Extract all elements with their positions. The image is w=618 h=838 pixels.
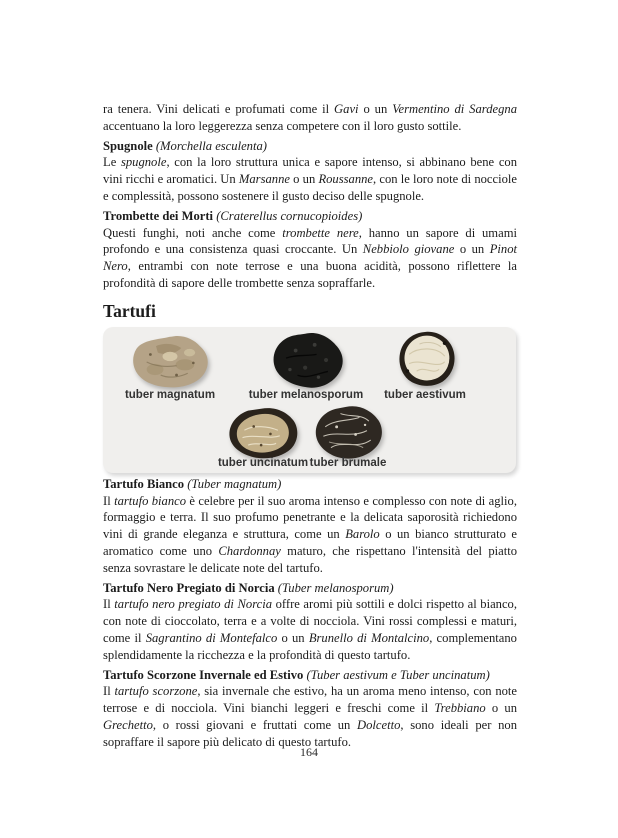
section-heading: Tartufo Scorzone Invernale ed Estivo (Tuber aestivum e Tuber uncinatum) bbox=[103, 667, 490, 682]
truffle-photo-brumale bbox=[312, 404, 384, 461]
body-paragraph: Il tartufo nero pregiato di Norcia offre aromi più sottili e dolci rispetto al bianco, con note di cioccolato, terra e a volte di nocciola. Vini rossi complessi e maturi, come il Sagrantino di Montefalco o un Brunello di Montalcino, complementano splendidamente la ricchezza e la profondità di questo tartufo. bbox=[103, 597, 517, 662]
truffle-label-magnatum: tuber magnatum bbox=[124, 388, 216, 401]
page-content bbox=[103, 101, 517, 751]
body-paragraph: Questi funghi, noti anche come trombette nere, hanno un sapore di umami profondo e una consistenza quasi croccante. Un Nebbiolo giovane o un Pinot Nero, entrambi con note terrose e una buona acidità, possono riflettere la profondità di sapore delle trombette senza sopraffarle. bbox=[103, 225, 518, 290]
section-heading: Spugnole (Morchella esculenta) bbox=[103, 138, 267, 153]
body-paragraph: Le spugnole, con la loro struttura unica e sapore intenso, si abbinano bene con vini ricchi e aromatici. Un Marsanne o un Roussanne, con le loro note di nocciole e complessità, possono sostenere il gusto deciso delle spugnole. bbox=[103, 155, 518, 203]
body-paragraph: Il tartufo scorzone, sia invernale che estivo, ha un aroma meno intenso, con note terrose e di nocciola. Vini bianchi leggeri e freschi come il Trebbiano o un Grechetto, o rossi giovani e fruttati come un Dolcetto, sono ideali per non sopraffare il sapore più delicato di questo tartufo. bbox=[103, 684, 518, 749]
truffle-label-brumale: tuber brumale bbox=[309, 456, 387, 469]
truffle-photo-magnatum bbox=[127, 334, 213, 390]
chapter-title: Tartufi bbox=[103, 300, 156, 321]
truffle-figure bbox=[103, 327, 516, 473]
truffle-label-melanosporum: tuber melanosporum bbox=[248, 388, 364, 401]
truffle-label-aestivum: tuber aestivum bbox=[384, 388, 466, 401]
body-paragraph: ra tenera. Vini delicati e profumati come il Gavi o un Vermentino di Sardegna accentuano la loro leggerezza senza competere con il loro gusto sottile. bbox=[103, 102, 517, 133]
body-paragraph: Il tartufo bianco è celebre per il suo aroma intenso e complesso con note di aglio, formaggio e terra. Il suo profumo penetrante e la delicata saporosità richiedono vini di grande eleganza e struttura, come un Barolo o un bianco strutturato e aromatico come uno Chardonnay maturo, che rispettano l'intensità del piatto senza sovrastare le delicate note del tartufo. bbox=[103, 493, 518, 575]
truffle-photo-aestivum bbox=[396, 330, 456, 388]
section-heading: Trombette dei Morti (Craterellus cornucopioides) bbox=[103, 208, 363, 223]
truffle-label-uncinatum: tuber uncinatum bbox=[217, 456, 309, 469]
section-heading: Tartufo Nero Pregiato di Norcia (Tuber melanosporum) bbox=[103, 580, 394, 595]
truffle-photo-uncinatum bbox=[225, 406, 301, 460]
truffle-photo-melanosporum bbox=[269, 331, 347, 391]
section-heading: Tartufo Bianco (Tuber magnatum) bbox=[103, 476, 282, 491]
page-number: 164 bbox=[300, 745, 318, 759]
